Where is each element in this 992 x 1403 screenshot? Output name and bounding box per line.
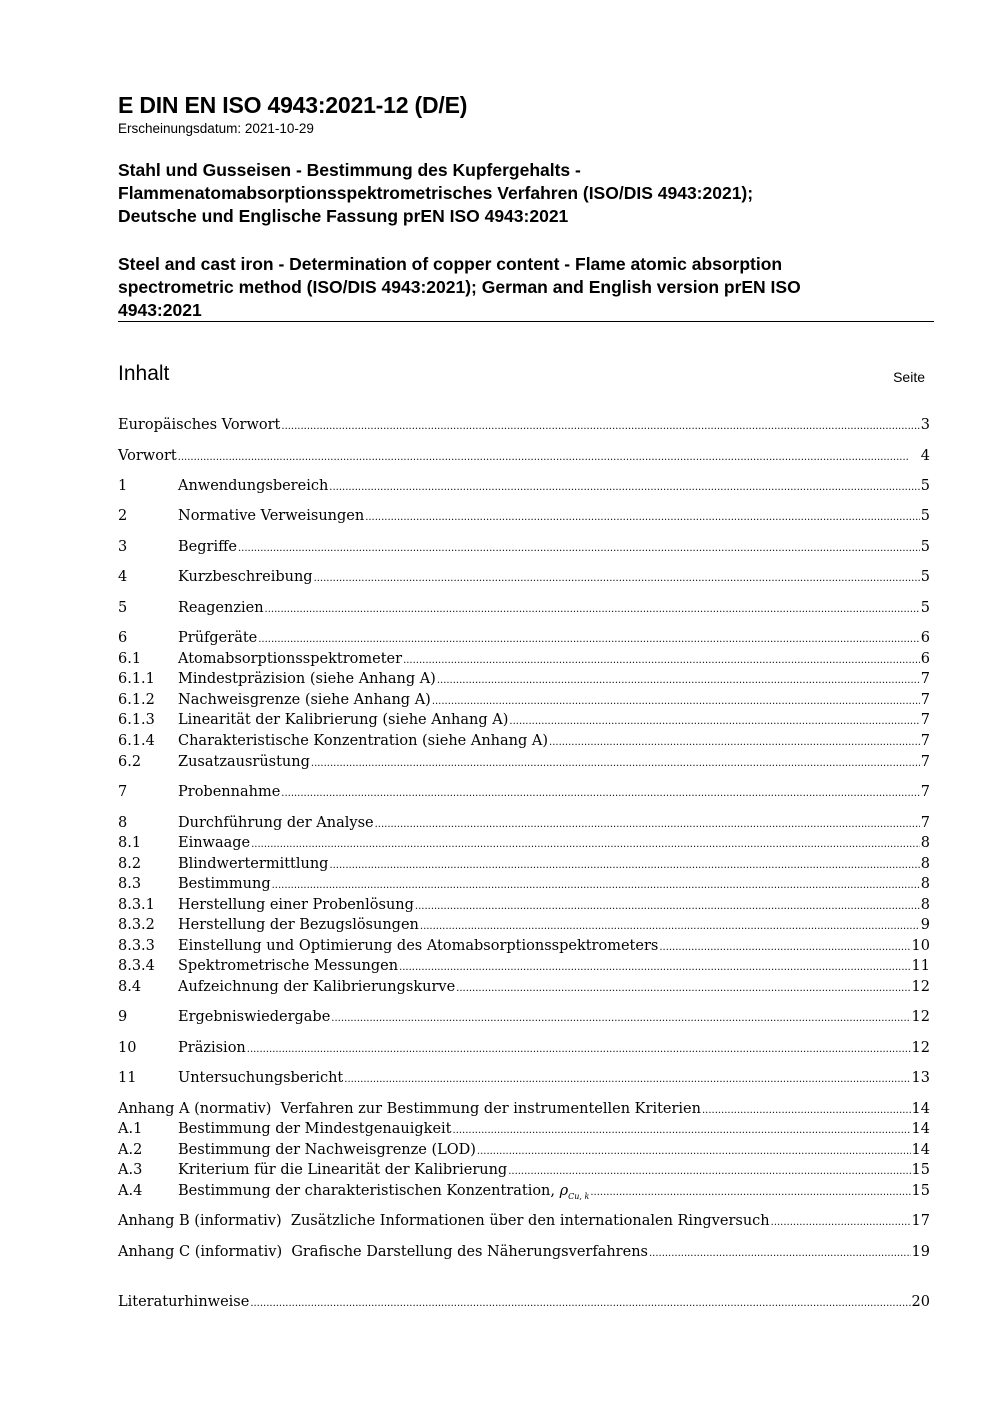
title-english [118,253,801,322]
toc-entry-page: 8 [920,856,930,872]
toc-entry-title: Untersuchungsbericht [178,1070,344,1086]
toc-entry-page: 7 [920,815,930,831]
toc-entry[interactable] [118,784,930,804]
toc-leader-dots [415,897,920,913]
toc-entry-number: 1 [118,478,128,494]
toc-entry[interactable] [118,1162,930,1182]
title-english-line: spectrometric method (ISO/DIS 4943:2021); German and English version prEN ISO [118,277,801,297]
toc-entry-page: 7 [920,754,930,770]
toc-leader-dots [508,1162,910,1178]
toc-entry-page: 5 [920,539,930,555]
toc-entry-title: Probennahme [178,784,281,800]
toc-leader-dots [311,754,920,770]
toc-leader-dots [549,733,920,749]
toc-entry-title: Linearität der Kalibrierung (siehe Anhang A) [178,712,509,728]
title-german-line: Flammenatomabsorptionsspektrometrisches Verfahren (ISO/DIS 4943:2021); [118,183,754,203]
toc-entry-page: 7 [920,784,930,800]
toc-entry-page: 12 [911,1009,930,1025]
toc-entry-number: 8.4 [118,979,142,995]
toc-entry-title: Mindestpräzision (siehe Anhang A) [178,671,436,687]
toc-entry-title: Nachweisgrenze (siehe Anhang A) [178,692,431,708]
toc-entry-number: 3 [118,539,128,555]
toc-entry-number: A.2 [118,1142,143,1158]
toc-entry-title: Ergebniswiedergabe [178,1009,331,1025]
toc-entry-number: 8.3.2 [118,917,155,933]
toc-entry-number: 6.1.1 [118,671,155,687]
toc-entry[interactable] [118,754,930,774]
toc-entry-page: 20 [911,1294,930,1310]
toc-leader-dots [272,876,920,892]
toc-entry[interactable] [118,508,930,528]
toc-entry[interactable] [118,856,930,876]
toc-entry[interactable] [118,1244,930,1264]
toc-entry[interactable] [118,569,930,589]
toc-entry[interactable] [118,1101,930,1121]
title-english-line: Steel and cast iron - Determination of copper content - Flame atomic absorption [118,254,783,274]
toc-leader-dots [238,539,920,555]
toc-entry-page: 3 [920,417,930,433]
toc-leader-dots [331,1009,910,1025]
symbol-subscript: Cu, k [568,1191,590,1201]
toc-entry[interactable] [118,897,930,917]
toc-entry-title: Anhang A (normativ) Verfahren zur Bestimmung der instrumentellen Kriterien [118,1101,701,1117]
toc-entry-number: 6.1.3 [118,712,155,728]
toc-leader-dots [403,651,920,667]
toc-leader-dots [281,784,919,800]
toc-entry[interactable] [118,1121,930,1141]
toc-entry-title: Normative Verweisungen [178,508,365,524]
toc-entry-title: Atomabsorptionsspektrometer [178,651,403,667]
toc-entry-page: 6 [920,651,930,667]
toc-entry[interactable] [118,917,930,937]
toc-leader-dots [344,1070,910,1086]
toc-entry-title: Bestimmung der Nachweisgrenze (LOD) [178,1142,476,1158]
toc-entry[interactable] [118,692,930,712]
toc-entry-number: 5 [118,600,128,616]
toc-leader-dots [399,958,910,974]
toc-entry-title: Bestimmung der charakteristischen Konzentration, [178,1183,560,1199]
toc-leader-dots [265,600,920,616]
toc-leader-dots [590,1183,910,1199]
toc-entry-title: Aufzeichnung der Kalibrierungskurve [178,979,456,995]
toc-leader-dots [329,478,919,494]
toc-entry-number: 8.1 [118,835,142,851]
toc-entry-page: 14 [911,1101,930,1117]
toc-leader-dots [649,1244,911,1260]
toc-entry-title: Präzision [178,1040,246,1056]
toc-entry[interactable] [118,876,930,896]
toc-entry-page: 7 [920,733,930,749]
toc-entry-page: 8 [920,897,930,913]
toc-entry[interactable] [118,448,930,468]
toc-entry[interactable] [118,958,930,978]
toc-entry-number: A.3 [118,1162,143,1178]
toc-leader-dots [375,815,920,831]
toc-entry[interactable] [118,651,930,671]
toc-entry-page: 5 [920,569,930,585]
toc-entry-page: 5 [920,478,930,494]
toc-entry[interactable] [118,630,930,650]
toc-entry-page: 12 [911,1040,930,1056]
toc-entry-page: 8 [920,835,930,851]
toc-entry[interactable] [118,417,930,437]
toc-entry[interactable] [118,938,930,958]
toc-leader-dots [314,569,920,585]
toc-entry-number: 9 [118,1009,128,1025]
toc-entry-title: Reagenzien [178,600,264,616]
document-id: E DIN EN ISO 4943:2021-12 (D/E) [118,92,468,118]
toc-leader-dots [453,1121,911,1137]
toc-entry-page: 14 [911,1142,930,1158]
toc-leader-dots [258,630,920,646]
toc-entry-number: 8.3.4 [118,958,155,974]
toc-entry-page: 7 [920,692,930,708]
toc-entry[interactable] [118,1009,930,1029]
toc-entry[interactable] [118,733,930,753]
toc-entry-title: Einstellung und Optimierung des Atomabsorptionsspektrometers [178,938,659,954]
toc-entry-page: 14 [911,1121,930,1137]
toc-entry-number: 6.1 [118,651,142,667]
toc-entry[interactable] [118,1040,930,1060]
toc-entry-number: 8 [118,815,128,831]
toc-leader-dots [365,508,920,524]
toc-entry-number: 6.1.4 [118,733,155,749]
toc-entry-page: 9 [920,917,930,933]
title-german [118,159,753,228]
toc-entry-number: 6.2 [118,754,142,770]
toc-leader-dots [178,448,920,464]
toc-entry-page: 5 [920,600,930,616]
publication-date: Erscheinungsdatum: 2021-10-29 [118,121,314,136]
toc-entry-title: Herstellung einer Probenlösung [178,897,414,913]
toc-entry[interactable] [118,1070,930,1090]
toc-entry-page: 11 [911,958,930,974]
concentration-symbol [560,1183,590,1201]
toc-entry-page: 17 [911,1213,930,1229]
toc-entry[interactable] [118,979,930,999]
toc-leader-dots [250,1294,910,1310]
toc-entry-page: 12 [911,979,930,995]
toc-entry-title: Bestimmung der Mindestgenauigkeit [178,1121,452,1137]
toc-entry-title: Anhang B (informativ) Zusätzliche Informationen über den internationalen Ringversuch [118,1213,770,1229]
toc-entry[interactable] [118,539,930,559]
title-german-line: Deutsche und Englische Fassung prEN ISO 4943:2021 [118,206,569,226]
toc-entry[interactable] [118,671,930,691]
toc-entry[interactable] [118,600,930,620]
toc-entry-number: 8.3.1 [118,897,155,913]
toc-entry-page: 10 [911,938,930,954]
toc-entry-page: 7 [920,712,930,728]
toc-entry[interactable] [118,1294,930,1314]
toc-entry-number: 8.3.3 [118,938,155,954]
toc-entry-title: Spektrometrische Messungen [178,958,399,974]
toc-entry[interactable] [118,1142,930,1162]
toc-entry-page: 6 [920,630,930,646]
toc-entry[interactable] [118,1213,930,1233]
toc-entry[interactable] [118,835,930,855]
toc-leader-dots [247,1040,911,1056]
toc-entry-title: Prüfgeräte [178,630,258,646]
toc-leader-dots [281,417,919,433]
toc-entry-number: 6.1.2 [118,692,155,708]
toc-entry-title: Einwaage [178,835,251,851]
toc-leader-dots [659,938,910,954]
toc-leader-dots [702,1101,911,1117]
toc-entry-number: 6 [118,630,128,646]
toc-entry-title: Zusatzausrüstung [178,754,310,770]
toc-entry[interactable] [118,815,930,835]
header-divider [118,321,934,322]
toc-entry-title: Kriterium für die Linearität der Kalibrierung [178,1162,508,1178]
toc-entry-page: 4 [920,448,930,464]
toc-entry-number: 4 [118,569,128,585]
toc-entry[interactable] [118,1183,930,1203]
toc-entry-page: 7 [920,671,930,687]
toc-entry-number: A.4 [118,1183,143,1199]
toc-entry-page: 15 [911,1162,930,1178]
toc-leader-dots [329,856,919,872]
toc-entry-page: 5 [920,508,930,524]
toc-entry-page: 8 [920,876,930,892]
toc-entry-title: Blindwertermittlung [178,856,329,872]
toc-leader-dots [251,835,920,851]
toc-entry-title: Kurzbeschreibung [178,569,313,585]
toc-page-column-label: Seite [893,369,925,385]
toc-entry-number: 8.2 [118,856,142,872]
toc-leader-dots [477,1142,911,1158]
toc-entry-title: Anhang C (informativ) Grafische Darstellung des Näherungsverfahrens [118,1244,648,1260]
toc-entry-number: 10 [118,1040,137,1056]
toc-entry-title: Herstellung der Bezugslösungen [178,917,419,933]
toc-entry-title: Anwendungsbereich [178,478,329,494]
toc-leader-dots [437,671,920,687]
toc-entry-title: Literaturhinweise [118,1294,250,1310]
toc-entry-page: 19 [911,1244,930,1260]
toc-leader-dots [509,712,919,728]
title-german-line: Stahl und Gusseisen - Bestimmung des Kupfergehalts - [118,160,581,180]
toc-entry-number: 2 [118,508,128,524]
toc-entry-number: 8.3 [118,876,142,892]
toc-leader-dots [432,692,920,708]
toc-entry-title: Europäisches Vorwort [118,417,281,433]
toc-entry[interactable] [118,478,930,498]
toc-leader-dots [771,1213,911,1229]
toc-entry-title: Charakteristische Konzentration (siehe Anhang A) [178,733,549,749]
toc-entry-title: Durchführung der Analyse [178,815,374,831]
toc-entry[interactable] [118,712,930,732]
toc-leader-dots [420,917,920,933]
toc-entry-number: 11 [118,1070,137,1086]
toc-entry-page: 13 [911,1070,930,1086]
toc-entry-title: Vorwort [118,448,177,464]
toc-leader-dots [456,979,910,995]
toc-entry-title: Begriffe [178,539,237,555]
toc-entry-number: 7 [118,784,128,800]
symbol-base: ρ [559,1183,569,1199]
toc-entry-page: 15 [911,1183,930,1199]
title-english-line: 4943:2021 [118,300,202,320]
toc-heading: Inhalt [118,362,170,385]
toc-entry-number: A.1 [118,1121,143,1137]
toc-entry-title: Bestimmung [178,876,271,892]
